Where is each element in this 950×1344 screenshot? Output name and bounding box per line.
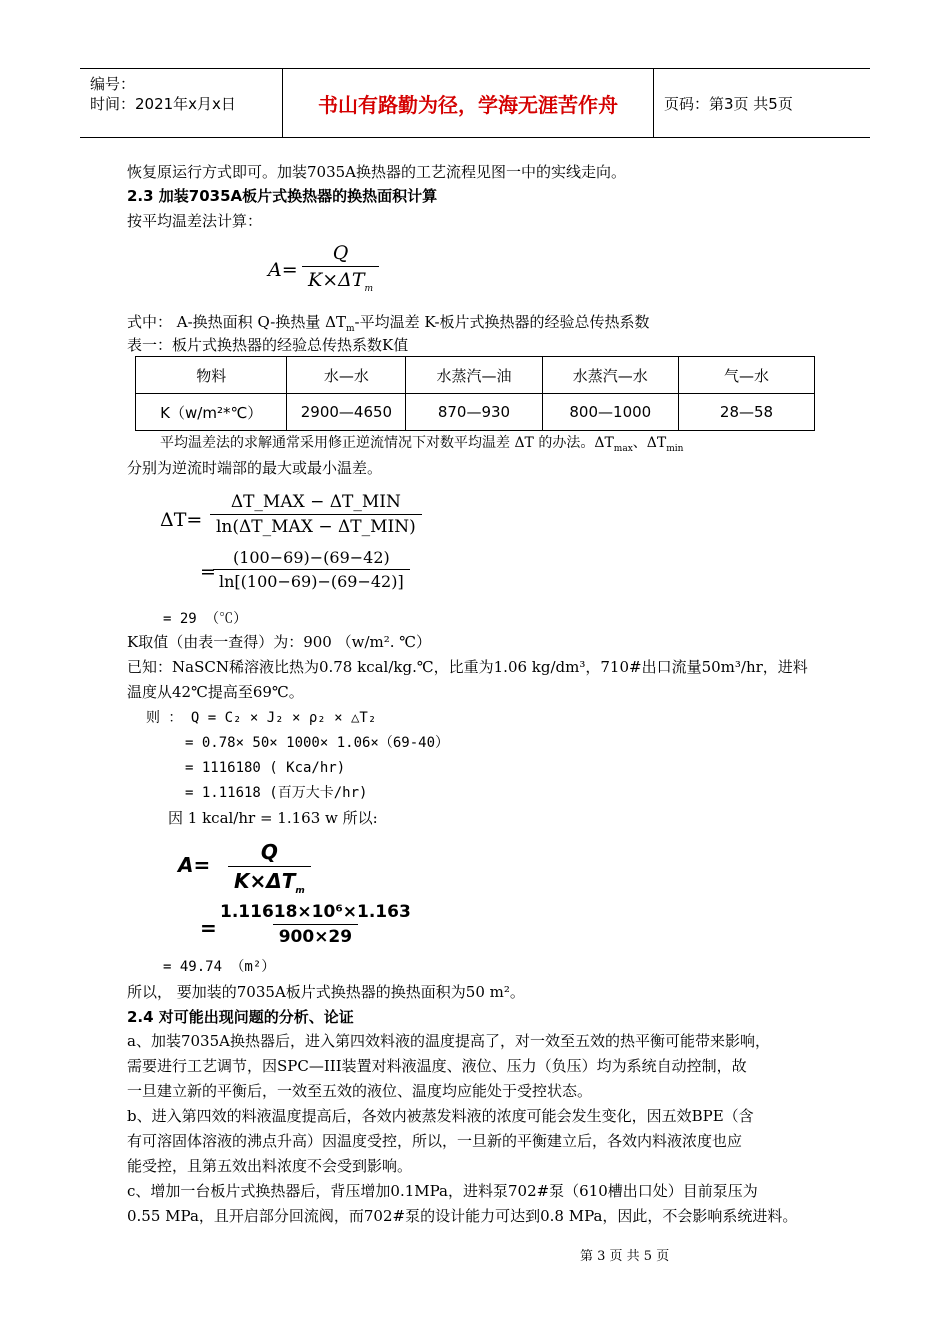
page-footer: 第 3 页 共 5 页	[580, 1249, 670, 1264]
paragraph-lmtd-sub1: max	[613, 443, 633, 454]
calc-line: = 1.11618 (百万大卡/hr)	[185, 785, 368, 801]
formula-a2-lhs: A=	[178, 853, 211, 877]
paragraph-lmtd-sub2: min	[666, 443, 684, 454]
formula-a3-numerator: 1.11618×10⁶×1.163	[220, 902, 411, 922]
table-header-cell: 水蒸汽—水	[542, 357, 678, 394]
table-cell: 2900—4650	[287, 394, 406, 431]
table-cell: 28—58	[679, 394, 815, 431]
text-line: 按平均温差法计算：	[127, 212, 263, 230]
table-header-cell: 水—水	[287, 357, 406, 394]
table-cell: 800—1000	[542, 394, 678, 431]
table-row	[136, 394, 815, 431]
calc-line: = 1116180 ( Kca/hr)	[185, 760, 346, 776]
formula-dt-fraction	[210, 492, 422, 537]
number-label: 编号：	[90, 75, 136, 93]
calc-line: 因 1 kcal/hr = 1.163 w 所以:	[168, 809, 378, 827]
paragraph-lmtd	[160, 433, 683, 459]
k-value-line: K取值（由表一查得）为：900 （w/m². ℃）	[127, 633, 432, 651]
formula-a-den-sub: m	[364, 283, 374, 294]
header-page-label: 页码：第3页 共5页	[664, 94, 793, 113]
a-result: = 49.74 （m²）	[163, 959, 276, 975]
table-header-cell: 物料	[136, 357, 287, 394]
formula-a-den-text: K×ΔT	[308, 269, 365, 291]
section-heading-2-4: 2.4 对可能出现问题的分析、论证	[127, 1008, 354, 1026]
known-line-2: 温度从42℃提高至69℃。	[127, 683, 304, 701]
formula-dt2-lhs: =	[200, 561, 216, 583]
table-cell: K（w/m²*℃）	[136, 394, 287, 431]
formula-a-fraction	[302, 242, 379, 294]
page-header	[80, 68, 870, 138]
paragraph-a-line: a、加装7035A换热器后，进入第四效料液的温度提高了，对一效至五效的热平衡可能带来影响，	[127, 1032, 770, 1050]
formula-dt-denominator: ln(ΔT_MAX − ΔT_MIN)	[210, 514, 422, 537]
time-label: 时间：2021年x月x日	[90, 95, 236, 113]
paragraph-b-line: b、进入第四效的料液温度提高后，各效内被蒸发料液的浓度可能会发生变化，因五效BPE（含	[127, 1107, 754, 1125]
formula-dt2-denominator: ln[(100−69)−(69−42)]	[213, 569, 410, 591]
calc-line: 则 ： Q = C₂ × J₂ × ρ₂ × △T₂	[146, 710, 377, 726]
known-line-1: 已知：NaSCN稀溶液比热为0.78 kcal/kg.℃，比重为1.06 kg/dm³，710#出口流量50m³/hr，进料	[127, 658, 808, 676]
calc-line: = 0.78× 50× 1000× 1.06×（69-40）	[185, 735, 450, 751]
formula-dt2-fraction	[213, 548, 410, 591]
legend-tail: -平均温差 K-板片式换热器的经验总传热系数	[354, 313, 650, 331]
section-heading-2-3: 2.3 加装7035A板片式换热器的换热面积计算	[127, 187, 438, 205]
k-value-table	[135, 356, 815, 431]
formula-a3-lhs: =	[200, 916, 217, 940]
header-motto: 书山有路勤为径，学海无涯苦作舟	[283, 69, 654, 137]
formula-a2-den-sub: m	[295, 886, 305, 896]
conclusion-line: 所以， 要加装的7035A板片式换热器的换热面积为50 m²。	[127, 983, 525, 1001]
legend-text: 式中： A-换热面积 Q-换热量 ΔT	[127, 313, 346, 331]
paragraph-c-line: 0.55 MPa，且开启部分回流阀，而702#泵的设计能力可达到0.8 MPa，因此，不会影响系统进料。	[127, 1207, 798, 1225]
table-header-row	[136, 357, 815, 394]
text-line: 分别为逆流时端部的最大或最小温差。	[127, 459, 383, 477]
formula-a2-fraction	[228, 840, 311, 896]
formula-a2-denominator	[228, 866, 311, 896]
formula-dt2-numerator: (100−69)−(69−42)	[232, 548, 390, 567]
text-line: 恢复原运行方式即可。加装7035A换热器的工艺流程见图一中的实线走向。	[127, 163, 627, 181]
table-cell: 870—930	[406, 394, 542, 431]
paragraph-b-line: 能受控，且第五效出料浓度不会受到影响。	[127, 1157, 413, 1175]
table-header-cell: 气—水	[679, 357, 815, 394]
paragraph-b-line: 有可溶固体溶液的沸点升高）因温度受控，所以，一旦新的平衡建立后，各效内料液浓度也应	[127, 1132, 743, 1150]
paragraph-lmtd-text: 平均温差法的求解通常采用修正逆流情况下对数平均温差 ΔT 的办法。ΔT	[160, 435, 614, 451]
paragraph-a-line: 一旦建立新的平衡后，一效至五效的液位、温度均应能处于受控状态。	[127, 1082, 593, 1100]
formula-dt-lhs: ΔT=	[160, 509, 203, 531]
paragraph-c-line: c、增加一台板片式换热器后，背压增加0.1MPa，进料泵702#泵（610槽出口处）目前泵压为	[127, 1182, 758, 1200]
formula-a2-den-text: K×ΔT	[234, 869, 296, 893]
formula-a-numerator: Q	[332, 242, 349, 264]
dt-result: = 29 （℃）	[163, 611, 248, 627]
formula-a3-fraction	[214, 902, 417, 947]
formula-a-denominator	[302, 266, 379, 294]
paragraph-a-line: 需要进行工艺调节，因SPC—III装置对料液温度、液位、压力（负压）均为系统自动控制，故	[127, 1057, 747, 1075]
paragraph-lmtd-mid: 、ΔT	[632, 435, 667, 451]
formula-a3-denominator: 900×29	[273, 924, 358, 947]
table-caption: 表一：板片式换热器的经验总传热系数K值	[127, 336, 409, 354]
header-meta	[80, 69, 283, 137]
legend-sub: m	[345, 324, 355, 334]
formula-dt-numerator: ΔT_MAX − ΔT_MIN	[230, 492, 401, 512]
table-header-cell: 水蒸汽—油	[406, 357, 542, 394]
formula-a-lhs: A=	[268, 259, 298, 281]
formula-a2-numerator: Q	[260, 840, 278, 864]
